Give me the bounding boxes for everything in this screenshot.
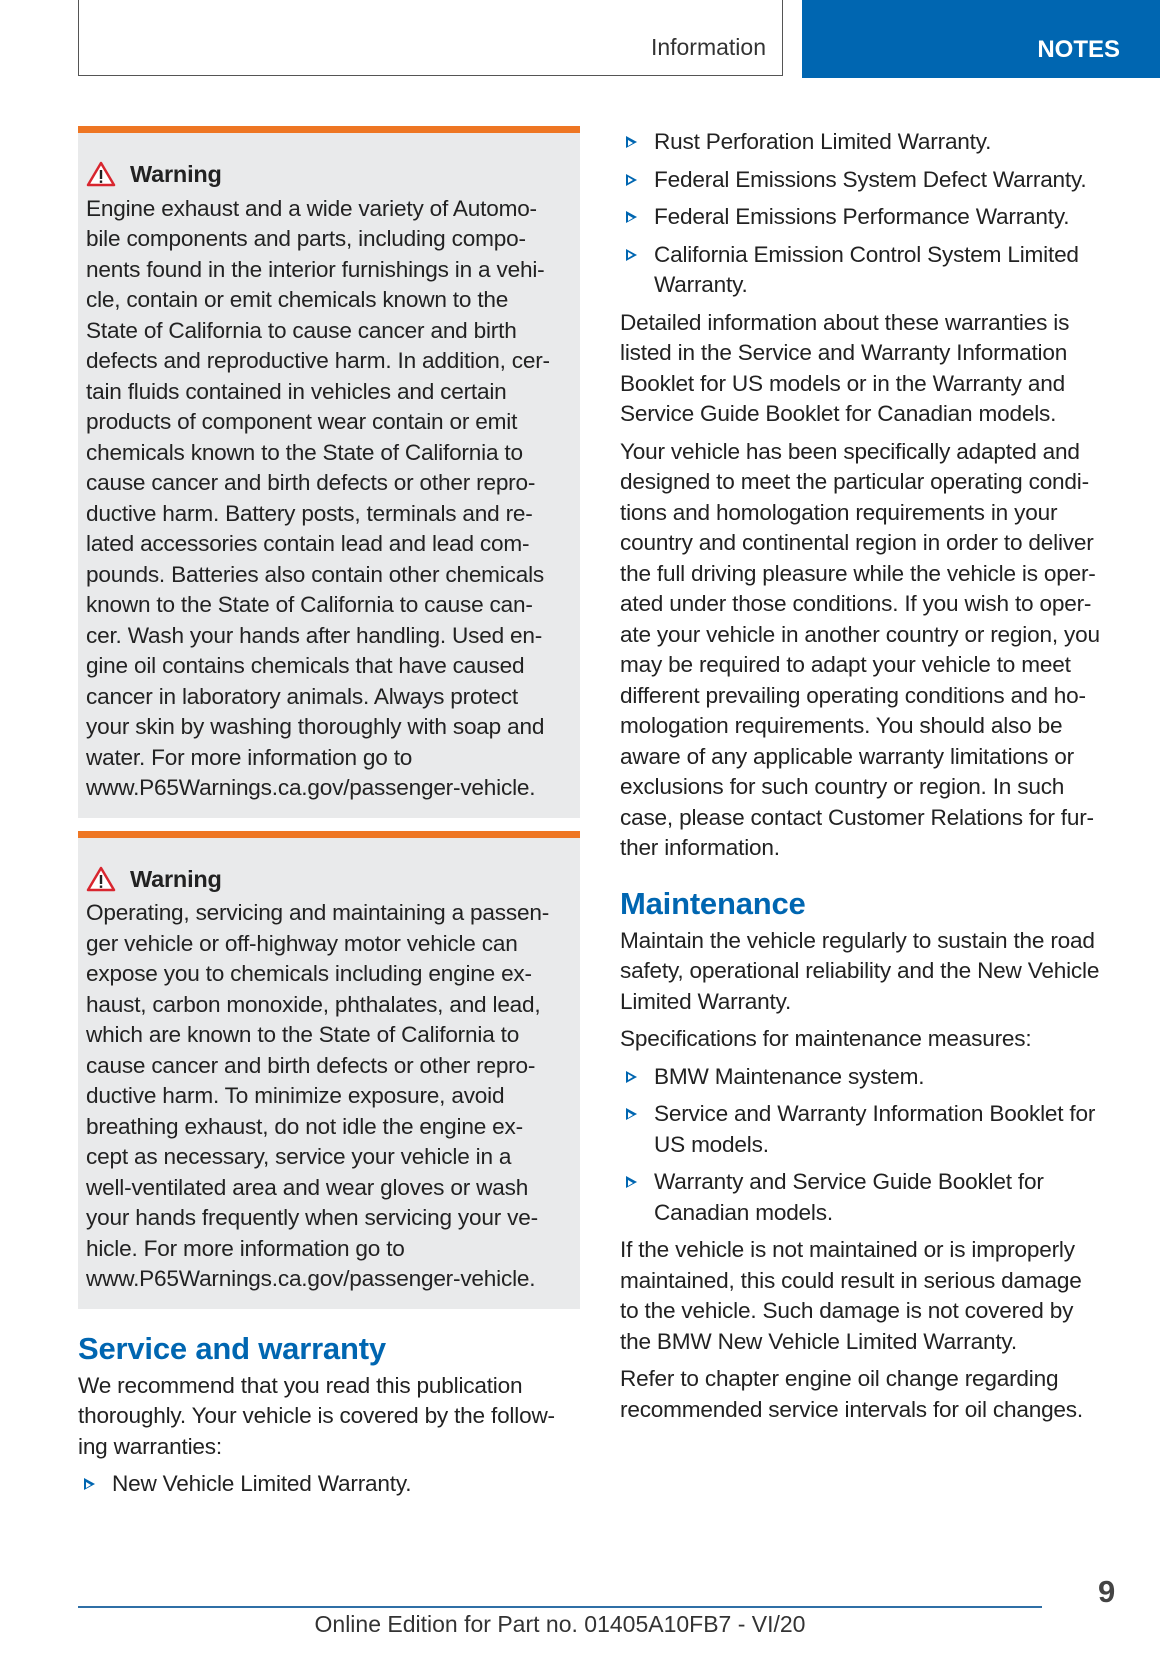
oil-change-reference: [620, 1364, 1120, 1425]
text-line: Canadian models.: [654, 1199, 833, 1225]
text-line: to the vehicle. Such damage is not covered by: [620, 1298, 1074, 1323]
text-line: lated accessories contain lead and lead com-: [86, 531, 530, 556]
text-line: Your vehicle has been specifically adapted and: [620, 438, 1080, 464]
text-line: cause cancer and birth defects or other repro-: [86, 1052, 536, 1078]
bullet-triangle-icon: [620, 165, 654, 196]
text-line: designed to meet the particular operating condi-: [620, 469, 1089, 494]
maintenance-paragraph: [620, 926, 1120, 1018]
text-line: different prevailing operating conditions and ho-: [620, 682, 1086, 708]
list-item-text: [654, 165, 1087, 196]
notes-label: NOTES: [1037, 36, 1120, 63]
text-line: New Vehicle Limited Warranty.: [112, 1471, 412, 1496]
bullet-list: [620, 127, 1120, 301]
text-line: State of California to cause cancer and birth: [86, 317, 517, 343]
text-line: recommended service intervals for oil changes.: [620, 1396, 1083, 1422]
list-item: [620, 1062, 1120, 1093]
warning-box-1: [78, 126, 580, 818]
list-item: [620, 202, 1120, 233]
list-item-text: [654, 1167, 1044, 1228]
text-line: safety, operational reliability and the New Vehicle: [620, 958, 1100, 983]
text-line: Service and Warranty Information Booklet for: [654, 1101, 1096, 1126]
text-line: exclusions for such country or region. In such: [620, 774, 1065, 799]
text-line: the BMW New Vehicle Limited Warranty.: [620, 1328, 1017, 1354]
text-line: ing warranties:: [78, 1433, 222, 1459]
maintenance-damage-paragraph: [620, 1235, 1120, 1357]
text-line: the full driving pleasure while the vehicle is oper-: [620, 560, 1096, 586]
text-line: your skin by washing thoroughly with soap and: [86, 714, 545, 739]
list-item-text: [654, 127, 991, 158]
maintenance-heading: Maintenance: [620, 885, 806, 921]
text-line: gine oil contains chemicals that have caused: [86, 653, 525, 678]
text-line: Refer to chapter engine oil change regarding: [620, 1366, 1059, 1391]
text-line: If the vehicle is not maintained or is improperly: [620, 1237, 1075, 1262]
vehicle-adaptation-paragraph: [620, 437, 1120, 864]
notes-tab: [802, 0, 1160, 78]
bullet-triangle-icon: [620, 202, 654, 233]
bullet-triangle-icon: [620, 1099, 654, 1160]
text-line: Federal Emissions System Defect Warranty.: [654, 166, 1087, 192]
text-line: expose you to chemicals including engine ex-: [86, 961, 532, 986]
text-line: ated under those conditions. If you wish to oper-: [620, 591, 1092, 616]
text-line: cause cancer and birth defects or other repro-: [86, 470, 536, 495]
text-line: breathing exhaust, do not idle the engine ex-: [86, 1113, 523, 1139]
warning-triangle-icon: [86, 161, 116, 187]
bullet-list: [620, 1062, 1120, 1229]
text-line: cancer in laboratory animals. Always protect: [86, 683, 518, 709]
text-line: case, please contact Customer Relations for fur-: [620, 804, 1094, 830]
text-line: mologation requirements. You should also be: [620, 713, 1063, 738]
text-line: haust, carbon monoxide, phthalates, and lead,: [86, 991, 541, 1017]
warning-text: [86, 194, 572, 804]
service-intro: [78, 1371, 580, 1463]
text-line: ther information.: [620, 835, 780, 860]
text-line: ger vehicle or off-highway motor vehicle can: [86, 930, 518, 956]
warning-title: Warning: [130, 161, 222, 187]
text-line: Operating, servicing and maintaining a passen-: [86, 900, 550, 925]
bullet-triangle-icon: [620, 1062, 654, 1093]
bullet-triangle-icon: [620, 127, 654, 158]
text-line: bile components and parts, including compo-: [86, 226, 526, 251]
footer-edition: Online Edition for Part no. 01405A10FB7 - VI/20: [314, 1611, 806, 1637]
warning-text: [86, 898, 572, 1295]
left-column: [78, 126, 580, 1507]
text-line: hicle. For more information go to: [86, 1235, 405, 1261]
warranty-info-paragraph: [620, 308, 1120, 430]
text-line: Federal Emissions Performance Warranty.: [654, 204, 1070, 229]
text-line: nents found in the interior furnishings in a vehi-: [86, 256, 545, 282]
footer-divider: [78, 1606, 1042, 1608]
text-line: tain fluids contained in vehicles and certain: [86, 378, 507, 404]
text-line: Detailed information about these warranties is: [620, 309, 1070, 335]
text-line: Service Guide Booklet for Canadian models.: [620, 401, 1057, 426]
text-line: ductive harm. To minimize exposure, avoid: [86, 1083, 505, 1108]
text-line: known to the State of California to cause can-: [86, 592, 533, 617]
text-line: your hands frequently when servicing your ve-: [86, 1205, 538, 1230]
list-item: [78, 1469, 580, 1500]
bullet-triangle-icon: [78, 1469, 112, 1500]
text-line: US models.: [654, 1131, 769, 1157]
text-line: aware of any applicable warranty limitations or: [620, 743, 1074, 769]
list-item-text: [112, 1469, 411, 1500]
text-line: cle, contain or emit chemicals known to the: [86, 287, 509, 312]
text-line: thoroughly. Your vehicle is covered by the follow-: [78, 1403, 555, 1428]
service-warranty-heading: Service and warranty: [78, 1330, 386, 1366]
text-line: maintained, this could result in serious damage: [620, 1267, 1082, 1293]
text-line: Warranty and Service Guide Booklet for: [654, 1169, 1044, 1194]
text-line: Engine exhaust and a wide variety of Automo-: [86, 195, 537, 221]
text-line: cept as necessary, service your vehicle in a: [86, 1144, 512, 1169]
bullet-triangle-icon: [620, 1167, 654, 1228]
text-line: www.P65Warnings.ca.gov/passenger-vehicle.: [86, 775, 536, 800]
text-line: pounds. Batteries also contain other chemicals: [86, 561, 544, 587]
list-item-text: [654, 1062, 924, 1093]
text-line: www.P65Warnings.ca.gov/passenger-vehicle.: [86, 1266, 536, 1291]
list-item: [620, 1167, 1120, 1228]
right-column: [620, 127, 1120, 1432]
warning-box-2: [78, 831, 580, 1309]
text-line: We recommend that you read this publication: [78, 1372, 523, 1398]
list-item: [620, 165, 1120, 196]
text-line: well-ventilated area and wear gloves or wash: [86, 1174, 529, 1200]
page-number: 9: [1098, 1574, 1116, 1609]
list-item-text: [654, 240, 1079, 301]
bullet-triangle-icon: [620, 240, 654, 301]
text-line: ductive harm. Battery posts, terminals and re-: [86, 500, 533, 526]
list-item-text: [654, 202, 1069, 233]
text-line: Rust Perforation Limited Warranty.: [654, 129, 992, 154]
bullet-list: [78, 1469, 580, 1500]
text-line: Warranty.: [654, 272, 748, 297]
text-line: BMW Maintenance system.: [654, 1063, 925, 1089]
warning-triangle-icon: [86, 866, 116, 892]
text-line: ate your vehicle in another country or region, you: [620, 621, 1100, 647]
list-item: [620, 1099, 1120, 1160]
text-line: listed in the Service and Warranty Information: [620, 340, 1068, 365]
text-line: chemicals known to the State of California to: [86, 439, 523, 465]
text-line: Booklet for US models or in the Warranty and: [620, 370, 1065, 396]
text-line: Limited Warranty.: [620, 988, 792, 1014]
text-line: Maintain the vehicle regularly to sustain the road: [620, 927, 1095, 953]
warning-title: Warning: [130, 865, 222, 892]
text-line: country and continental region in order to deliver: [620, 530, 1094, 555]
header-section-box: [78, 0, 783, 76]
text-line: defects and reproductive harm. In addition, cer-: [86, 348, 550, 373]
section-label: Information: [650, 34, 766, 60]
text-line: products of component wear contain or emit: [86, 409, 518, 434]
list-item: [620, 240, 1120, 301]
list-item-text: [654, 1099, 1095, 1160]
text-line: tions and homologation requirements in your: [620, 499, 1058, 525]
text-line: which are known to the State of California to: [86, 1022, 520, 1047]
list-item: [620, 127, 1120, 158]
text-line: may be required to adapt your vehicle to meet: [620, 652, 1071, 677]
text-line: Specifications for maintenance measures:: [620, 1026, 1032, 1051]
maintenance-specs-label: [620, 1024, 1120, 1055]
text-line: water. For more information go to: [86, 744, 413, 770]
text-line: California Emission Control System Limited: [654, 241, 1079, 267]
text-line: cer. Wash your hands after handling. Used en-: [86, 622, 543, 648]
